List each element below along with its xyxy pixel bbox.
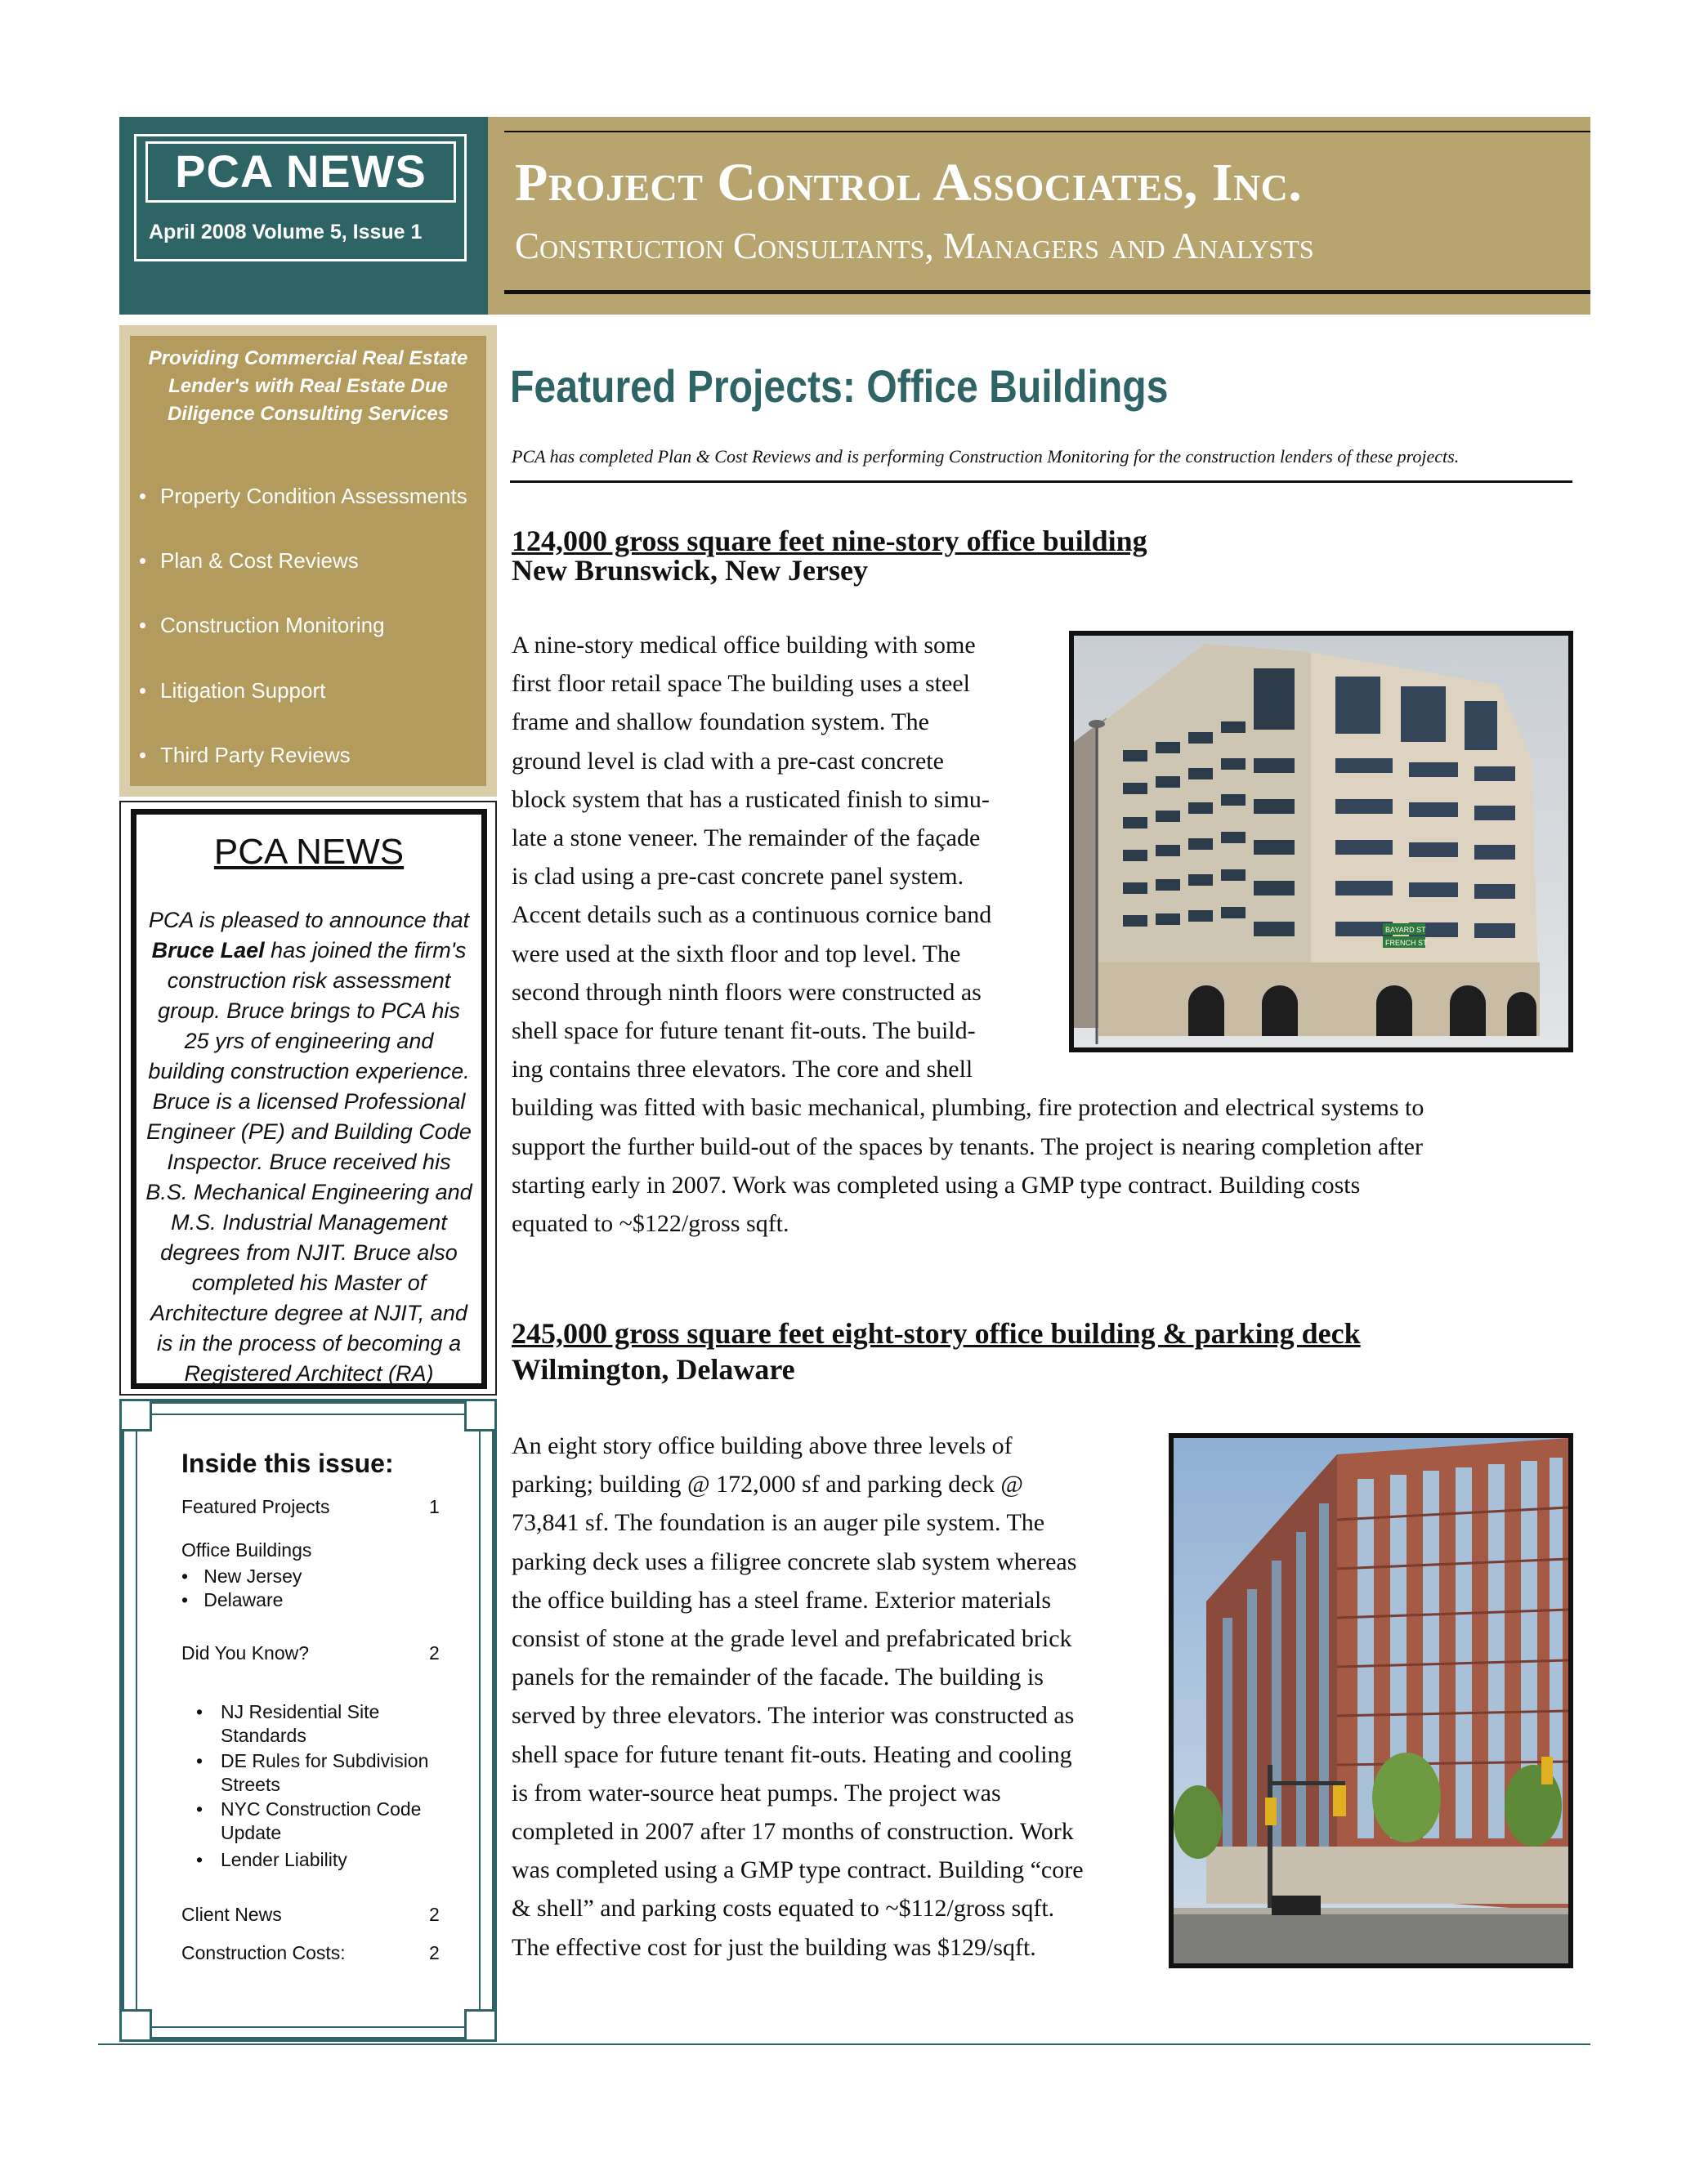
toc-page-number: 2 xyxy=(429,1904,440,1925)
service-item: • Plan & Cost Reviews xyxy=(139,548,359,573)
toc-subitem: • Lender Liability xyxy=(196,1849,347,1870)
service-item: • Third Party Reviews xyxy=(139,743,351,767)
page-bottom-rule xyxy=(98,2043,1590,2045)
office-building-photo xyxy=(1074,636,1568,1047)
service-item: • Litigation Support xyxy=(139,678,326,703)
bullet-icon: • xyxy=(139,613,147,637)
office-building-photo xyxy=(1174,1438,1568,1963)
bullet-icon: • xyxy=(139,743,147,767)
toc-page-number: 2 xyxy=(429,1942,440,1963)
service-item: • Construction Monitoring xyxy=(139,613,385,637)
street-sign-text: BAYARD ST xyxy=(1385,926,1426,934)
project-1-photo xyxy=(1069,631,1573,1052)
toc-subitem: • Delaware xyxy=(181,1589,284,1610)
masthead-rule-bottom xyxy=(504,290,1590,294)
toc-subitem: • New Jersey xyxy=(181,1565,302,1587)
toc-subitem: • NJ Residential Site Standards xyxy=(196,1701,380,1746)
toc-subitem: • DE Rules for Subdivision Streets xyxy=(196,1750,429,1795)
toc-page-number: 1 xyxy=(429,1496,440,1517)
toc-corner xyxy=(119,2009,152,2042)
news-title: PCA NEWS xyxy=(213,832,405,872)
bullet-icon: • xyxy=(139,484,147,508)
news-person-name: Bruce Lael xyxy=(151,938,265,962)
section-intro: PCA has completed Plan & Cost Reviews and is performing Construction Monitoring for the construction lenders of these projects. xyxy=(512,446,1460,467)
street-sign-text: FRENCH ST xyxy=(1385,939,1428,947)
toc-subitem: • NYC Construction Code Update xyxy=(196,1798,422,1843)
section-heading: Featured Projects: Office Buildings xyxy=(510,360,1169,412)
project-2-location: Wilmington, Delaware xyxy=(512,1353,795,1386)
project-1-location: New Brunswick, New Jersey xyxy=(512,554,868,587)
project-1-description: A nine-story medical office building with some first floor retail space The building uses a steel frame and shallow foundation system. The ground level is clad with a pre-cast concrete block system that has a rusticated finish to simu- late a stone veneer. The remainder of the façade is clad using a pre-cast concrete panel system. Accent details such as a continuous cornice band were used at the sixth floor and top level. The second through ninth floors were constructed as shell space for future tenant fit-outs. The build- ing contains three elevators. The core and shell building was fitted with basic mechanical, plumbing, fire protection and electrical systems to support the further build-out of the spaces by tenants. The project is nearing completion after starting early in 2007. Work was completed using a GMP type contract. Building costs equated to ~$122/gross sqft. xyxy=(512,632,1424,1238)
company-name: Project Control Associates, Inc. xyxy=(515,153,1303,212)
toc-entry-client-news[interactable]: Client News xyxy=(181,1904,282,1925)
project-2-title: 245,000 gross square feet eight-story office building & parking deck xyxy=(512,1317,1361,1350)
toc-corner xyxy=(464,1399,497,1431)
services-tagline: Providing Commercial Real Estate Lender's with Real Estate Due Diligence Consulting Services xyxy=(148,347,468,425)
issue-info: April 2008 Volume 5, Issue 1 xyxy=(149,221,423,243)
newsletter-logo: PCA NEWS xyxy=(145,141,456,203)
toc-heading: Inside this issue: xyxy=(181,1449,394,1478)
toc-entry-did-you-know[interactable]: Did You Know? xyxy=(181,1642,310,1664)
masthead-right-panel xyxy=(488,117,1590,315)
news-body: PCA is pleased to announce that Bruce Lael has joined the firm's construction risk assessment group. Bruce brings to PCA his 25 yrs of engineering and building construction experience. Bruce is a licensed Professional Engineer (PE) and Building Code Inspector. Bruce received his B.S. Mechanical Engineering and M.S. Industrial Management degrees from NJIT. Bruce also completed his Master of Architecture degree at NJIT, and is in the process of becoming a Registered Architect (RA) xyxy=(145,908,472,1386)
toc-entry-featured[interactable]: Featured Projects xyxy=(181,1496,330,1517)
toc-page-number: 2 xyxy=(429,1642,440,1664)
project-1-title: 124,000 gross square feet nine-story office building xyxy=(512,525,1147,557)
bullet-icon: • xyxy=(139,678,147,703)
bullet-icon: • xyxy=(139,548,147,573)
toc-corner xyxy=(464,2009,497,2042)
project-2-photo xyxy=(1169,1433,1573,1968)
service-item: • Property Condition Assessments xyxy=(139,484,467,508)
section-divider xyxy=(510,480,1572,483)
toc-entry-office[interactable]: Office Buildings xyxy=(181,1539,312,1561)
company-tagline: Construction Consultants, Managers and Analysts xyxy=(515,226,1314,266)
project-2-description: An eight story office building above three levels of parking; building @ 172,000 sf and parking deck @ 73,841 sf. The foundation is an auger pile system. The parking deck uses a filigree concrete slab system whereas the office building has a steel frame. Exterior materials consist of stone at the grade level and prefabricated brick panels for the remainder of the facade. The building is served by three elevators. The interior was constructed as shell space for future tenant fit-outs. Heating and cooling is from water-source heat pumps. The project was completed in 2007 after 17 months of construction. Work was completed using a GMP type contract. Building “core & shell” and parking costs equated to ~$112/gross sqft. The effective cost for just the building was $129/sqft. xyxy=(512,1432,1084,1961)
masthead-rule-top xyxy=(504,131,1590,132)
toc-entry-construction-costs[interactable]: Construction Costs: xyxy=(181,1942,346,1963)
toc-corner xyxy=(119,1399,152,1431)
